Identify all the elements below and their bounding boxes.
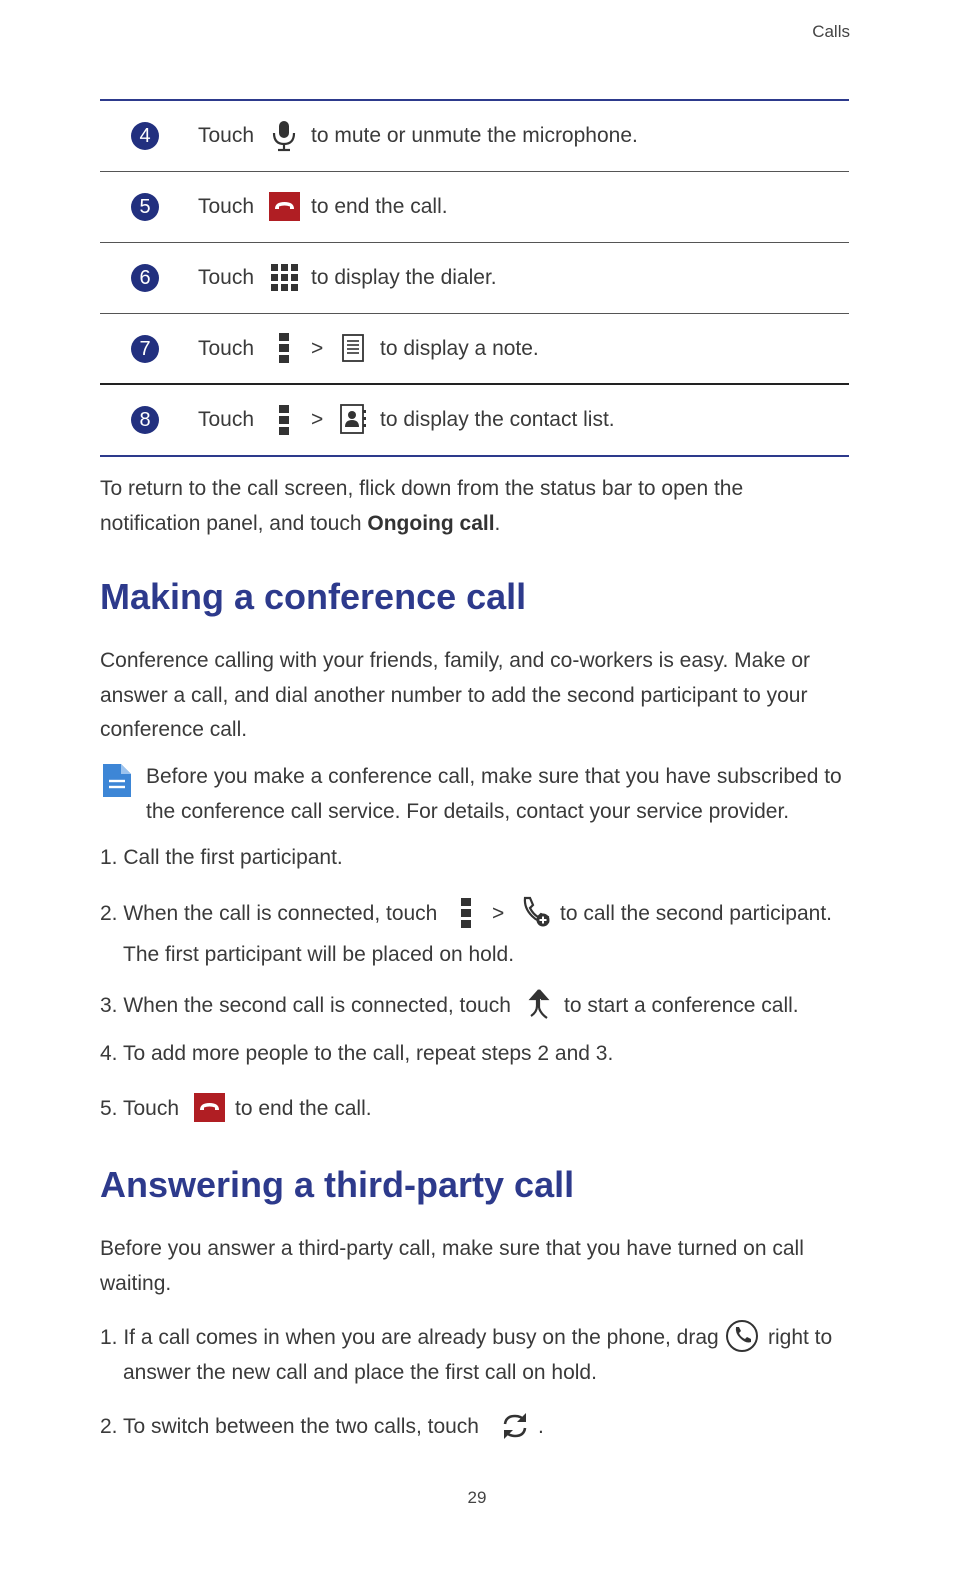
conference-step-5-end: to end the call. [235, 1097, 372, 1120]
add-call-icon [519, 895, 551, 927]
table-row [100, 101, 849, 171]
conference-step-5: 5. Touch [100, 1097, 180, 1120]
conference-step-4: 4. To add more people to the call, repeat steps 2 and 3. [100, 1042, 614, 1065]
return-note-line1: To return to the call screen, flick down from the status bar to open the [100, 477, 744, 500]
table-bottom-rule [100, 455, 849, 457]
third-party-step-1-detail: answer the new call and place the first call on hold. [123, 1361, 597, 1384]
conference-step-1: 1. Call the first participant. [100, 846, 343, 869]
third-party-step-2-end: . [538, 1415, 544, 1438]
table-row [100, 314, 849, 384]
merge-calls-icon [527, 988, 551, 1020]
contacts-icon [340, 404, 366, 434]
step-badge: 5 [131, 193, 159, 221]
row-description: to end the call. [311, 195, 448, 218]
touch-label: Touch [198, 195, 255, 218]
menu-icon [279, 405, 289, 435]
return-note-end: . [494, 511, 501, 535]
page-number: 29 [467, 1488, 487, 1507]
step-badge: 8 [131, 406, 159, 434]
note-info-icon [101, 764, 131, 797]
answer-call-icon [725, 1319, 759, 1353]
row-description: to display the dialer. [311, 266, 497, 289]
microphone-icon [270, 119, 298, 153]
third-party-step-2: 2. To switch between the two calls, touch [100, 1415, 479, 1438]
conference-step-2-detail: The first participant will be placed on hold. [123, 943, 515, 966]
third-party-step-1: 1. If a call comes in when you are already busy on the phone, drag [100, 1326, 719, 1349]
section-title-third-party: Answering a third-party call [100, 1164, 575, 1205]
table-row [100, 385, 849, 455]
touch-label: Touch [198, 124, 255, 147]
step-badge: 7 [131, 335, 159, 363]
note-icon [342, 334, 364, 362]
touch-label: Touch [198, 337, 255, 360]
section-title-conference: Making a conference call [100, 576, 527, 617]
step-badge: 6 [131, 264, 159, 292]
separator: > [311, 337, 324, 360]
conference-intro: Conference calling with your friends, family, and co-workers is easy. Make or answer a call, and dial another number to add the second participant to your conference call. [100, 649, 811, 741]
menu-icon [279, 333, 289, 363]
row-description: to mute or unmute the microphone. [311, 124, 638, 147]
separator: > [311, 408, 324, 431]
conference-step-2-end: to call the second participant. [560, 902, 832, 925]
touch-label: Touch [198, 408, 255, 431]
end-call-icon [194, 1093, 225, 1122]
third-party-step-1-end: right to [768, 1326, 833, 1349]
touch-label: Touch [198, 266, 255, 289]
row-description: to display a note. [380, 337, 539, 360]
third-party-intro: Before you answer a third-party call, make sure that you have turned on call waiting. [100, 1237, 804, 1295]
return-note-line2: notification panel, and touch [100, 511, 368, 535]
return-note [100, 472, 860, 541]
table-row [100, 243, 849, 313]
conference-step-3: 3. When the second call is connected, touch [100, 994, 511, 1017]
dialpad-icon [271, 264, 298, 291]
swap-calls-icon [499, 1410, 531, 1442]
table-row [100, 172, 849, 242]
separator: > [492, 902, 505, 925]
conference-step-2: 2. When the call is connected, touch [100, 902, 438, 925]
ongoing-call-label: Ongoing call [367, 511, 495, 535]
step-badge: 4 [131, 122, 159, 150]
conference-note: Before you make a conference call, make sure that you have subscribed to the conference call service. For details, contact your service provider. [146, 765, 842, 823]
page-header-section: Calls [812, 22, 850, 41]
end-call-icon [269, 192, 300, 221]
conference-step-3-end: to start a conference call. [564, 994, 799, 1017]
menu-icon [461, 898, 471, 928]
row-description: to display the contact list. [380, 408, 615, 431]
